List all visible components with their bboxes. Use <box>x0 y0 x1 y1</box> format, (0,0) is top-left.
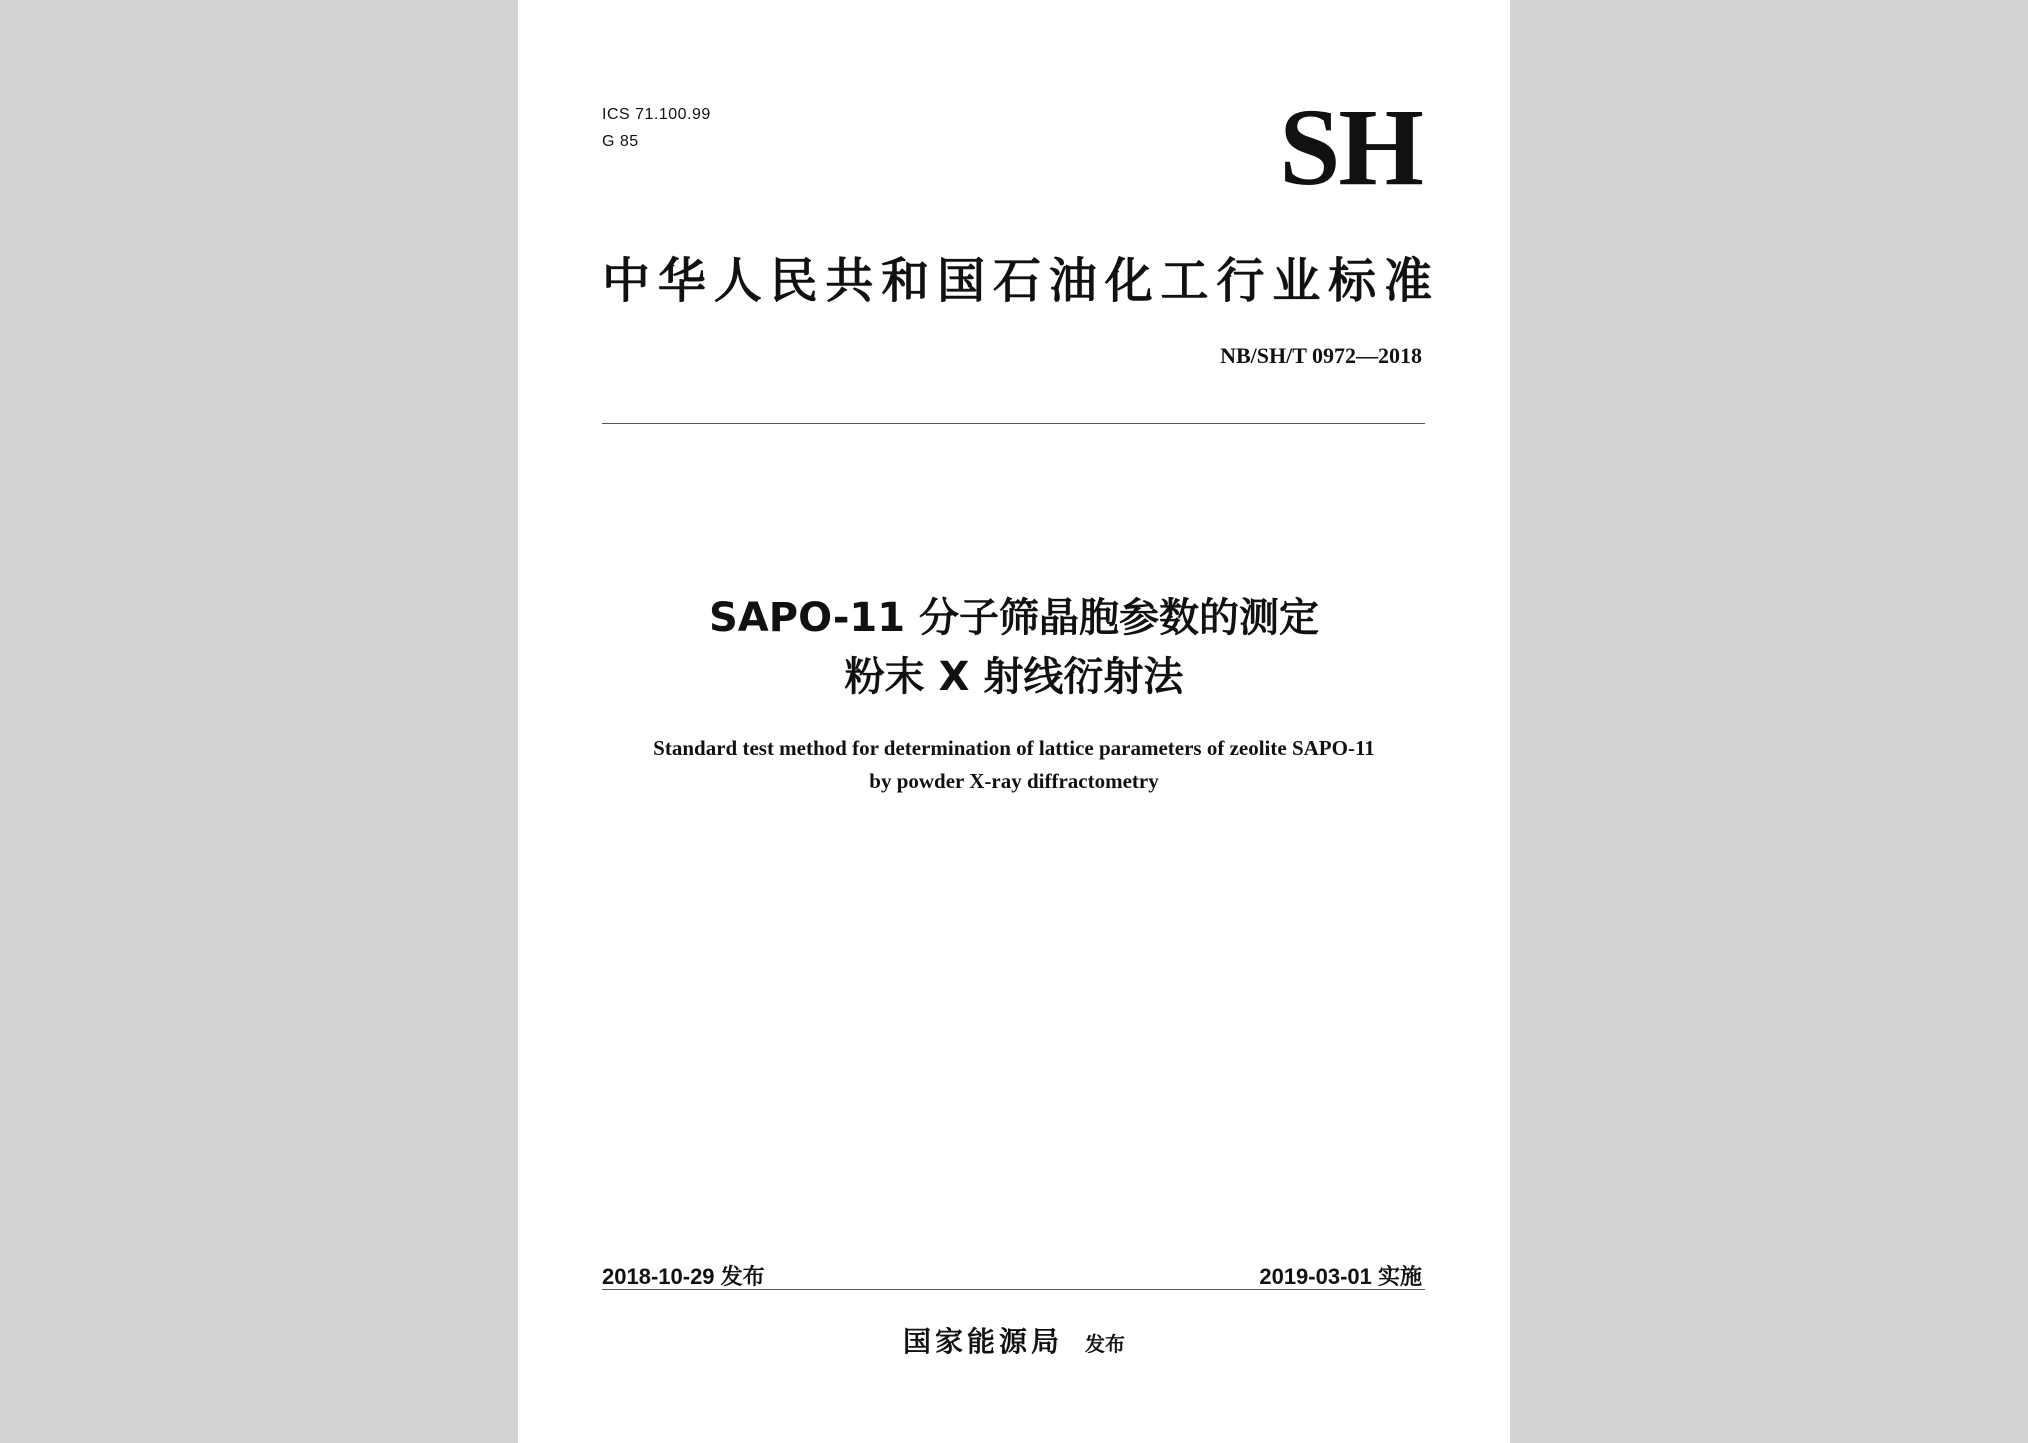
top-divider <box>602 423 1425 424</box>
publisher-action: 发布 <box>1085 1332 1125 1356</box>
cover-page <box>518 0 1510 1443</box>
ccs-code: G 85 <box>602 133 639 150</box>
title-english-line-2: by powder X-ray diffractometry <box>869 769 1159 793</box>
publisher-line <box>518 1320 1510 1360</box>
industry-standard-heading: 中华人民共和国石油化工行业标准 <box>602 253 1432 309</box>
standard-number: NB/SH/T 0972—2018 <box>1220 343 1422 368</box>
title-chinese-line-1: SAPO-11 分子筛晶胞参数的测定 <box>708 595 1320 641</box>
title-english-line-1: Standard test method for determination of lattice parameters of zeolite SAPO-11 <box>653 736 1375 760</box>
standard-logo: SH <box>1279 86 1422 208</box>
bottom-divider <box>602 1289 1425 1290</box>
implementation-date: 2019-03-01 实施 <box>1259 1264 1422 1289</box>
issue-date: 2018-10-29 发布 <box>602 1264 765 1289</box>
publisher-name: 国家能源局 <box>902 1325 1063 1358</box>
ics-code: ICS 71.100.99 <box>602 106 711 123</box>
title-chinese-line-2: 粉末 X 射线衍射法 <box>844 654 1184 700</box>
